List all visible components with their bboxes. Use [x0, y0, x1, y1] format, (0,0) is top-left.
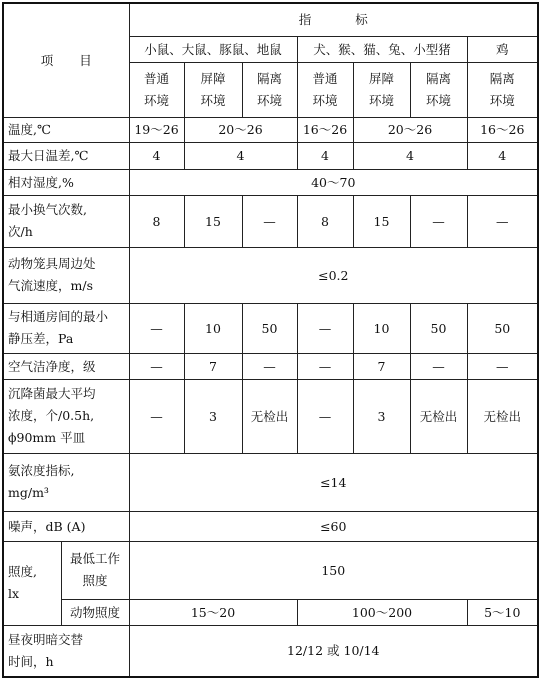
temp-diff-rodent-barrier-isolation: 4 — [184, 142, 297, 169]
cleanliness-large-barrier: 7 — [353, 353, 410, 379]
pressure-rodent-normal: — — [129, 303, 184, 353]
illumination-animal-large: 100～200 — [297, 599, 467, 625]
row-ammonia — [3, 453, 538, 511]
humidity-label: 相对湿度,% — [3, 169, 129, 195]
group-chicken-header: 鸡 — [467, 36, 538, 62]
air-change-large-barrier: 15 — [353, 195, 410, 247]
indicator-header-right: 标 — [355, 12, 368, 28]
item-header-left: 项 — [40, 52, 54, 68]
pressure-large-normal: — — [297, 303, 353, 353]
air-change-large-normal: 8 — [297, 195, 353, 247]
row-noise — [3, 511, 538, 541]
env-isolation-large: 隔离 环境 — [410, 62, 467, 117]
bacteria-rodent-isolation: 无检出 — [242, 379, 297, 453]
ammonia-value: ≤14 — [129, 453, 538, 511]
pressure-rodent-barrier: 10 — [184, 303, 242, 353]
illumination-animal-rodent: 15～20 — [129, 599, 297, 625]
group-large-header: 犬、猴、猫、兔、小型猪 — [297, 36, 467, 62]
env-barrier-rodent: 屏障 环境 — [184, 62, 242, 117]
noise-value: ≤60 — [129, 511, 538, 541]
bacteria-large-isolation: 无检出 — [410, 379, 467, 453]
bacteria-rodent-barrier: 3 — [184, 379, 242, 453]
temperature-chicken: 16～26 — [467, 117, 538, 142]
cleanliness-large-isolation: — — [410, 353, 467, 379]
row-temperature — [3, 117, 538, 142]
row-bacteria — [3, 379, 538, 453]
temperature-large-barrier-isolation: 20～26 — [353, 117, 467, 142]
bacteria-rodent-normal: — — [129, 379, 184, 453]
group-rodents-header: 小鼠、大鼠、豚鼠、地鼠 — [129, 36, 297, 62]
light-cycle-label: 昼夜明暗交替 时间，h — [3, 625, 129, 677]
cleanliness-rodent-normal: — — [129, 353, 184, 379]
illumination-work-label: 最低工作 照度 — [61, 541, 129, 599]
temperature-rodent-normal: 19～26 — [129, 117, 184, 142]
illumination-work-value: 150 — [129, 541, 538, 599]
pressure-rodent-isolation: 50 — [242, 303, 297, 353]
cleanliness-chicken: — — [467, 353, 538, 379]
pressure-chicken: 50 — [467, 303, 538, 353]
bacteria-chicken: 无检出 — [467, 379, 538, 453]
row-temp-diff — [3, 142, 538, 169]
row-airflow — [3, 247, 538, 303]
air-change-chicken: — — [467, 195, 538, 247]
indicator-header — [129, 3, 538, 36]
temp-diff-rodent-normal: 4 — [129, 142, 184, 169]
pressure-large-isolation: 50 — [410, 303, 467, 353]
bacteria-label: 沉降菌最大平均 浓度，个/0.5h, ϕ90mm 平皿 — [3, 379, 129, 453]
temp-diff-large-normal: 4 — [297, 142, 353, 169]
temperature-label: 温度,℃ — [3, 117, 129, 142]
row-light-cycle — [3, 625, 538, 677]
environment-indicator-table-container — [2, 2, 539, 678]
illumination-animal-label: 动物照度 — [61, 599, 129, 625]
bacteria-large-normal: — — [297, 379, 353, 453]
row-humidity — [3, 169, 538, 195]
air-change-rodent-isolation: — — [242, 195, 297, 247]
env-isolation-rodent: 隔离 环境 — [242, 62, 297, 117]
air-change-label: 最小换气次数, 次/h — [3, 195, 129, 247]
light-cycle-value: 12/12 或 10/14 — [129, 625, 538, 677]
humidity-value: 40～70 — [129, 169, 538, 195]
row-illumination-animal — [3, 599, 538, 625]
indicator-header-left: 指 — [298, 12, 312, 28]
cleanliness-rodent-isolation: — — [242, 353, 297, 379]
temp-diff-large-barrier-isolation: 4 — [353, 142, 467, 169]
illumination-animal-chicken: 5～10 — [467, 599, 538, 625]
air-change-large-isolation: — — [410, 195, 467, 247]
temp-diff-chicken: 4 — [467, 142, 538, 169]
temp-diff-label: 最大日温差,℃ — [3, 142, 129, 169]
env-normal-large: 普通 环境 — [297, 62, 353, 117]
environment-indicator-table — [2, 2, 539, 678]
temperature-rodent-barrier-isolation: 20～26 — [184, 117, 297, 142]
pressure-label: 与相通房间的最小 静压差，Pa — [3, 303, 129, 353]
env-barrier-large: 屏障 环境 — [353, 62, 410, 117]
row-air-change — [3, 195, 538, 247]
header-row-1 — [3, 3, 538, 36]
air-change-rodent-normal: 8 — [129, 195, 184, 247]
cleanliness-label: 空气洁净度，级 — [3, 353, 129, 379]
cleanliness-rodent-barrier: 7 — [184, 353, 242, 379]
item-header — [3, 3, 129, 117]
pressure-large-barrier: 10 — [353, 303, 410, 353]
ammonia-label: 氨浓度指标, mg/m³ — [3, 453, 129, 511]
row-cleanliness — [3, 353, 538, 379]
item-header-right: 目 — [79, 52, 92, 68]
cleanliness-large-normal: — — [297, 353, 353, 379]
noise-label: 噪声，dB (A) — [3, 511, 129, 541]
env-normal-rodent: 普通 环境 — [129, 62, 184, 117]
row-illumination-work — [3, 541, 538, 599]
temperature-large-normal: 16～26 — [297, 117, 353, 142]
airflow-label: 动物笼具周边处 气流速度，m/s — [3, 247, 129, 303]
row-pressure — [3, 303, 538, 353]
airflow-value: ≤0.2 — [129, 247, 538, 303]
illumination-label: 照度, lx — [3, 541, 61, 625]
env-isolation-chicken: 隔离 环境 — [467, 62, 538, 117]
air-change-rodent-barrier: 15 — [184, 195, 242, 247]
bacteria-large-barrier: 3 — [353, 379, 410, 453]
